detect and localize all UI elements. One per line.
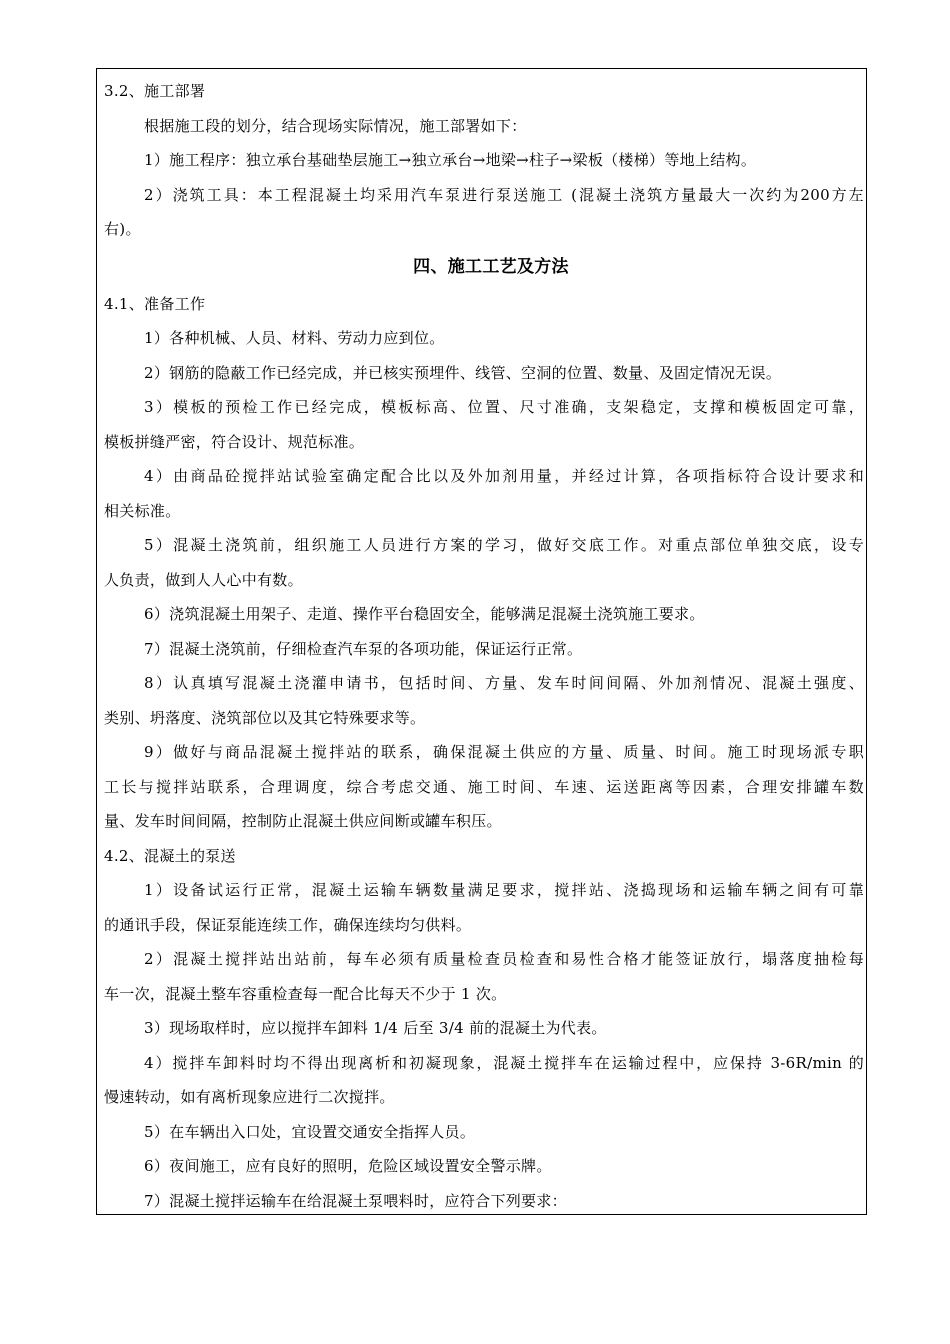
document-body — [104, 74, 864, 1218]
text-line-b3: 3）现场取样时，应以搅拌车卸料 1/4 后至 3/4 前的混凝土为代表。 — [144, 1019, 607, 1037]
text-line-a3b: 模板拼缝严密，符合设计、规范标准。 — [104, 432, 365, 451]
text-line-a1: 1）各种机械、人员、材料、劳动力应到位。 — [144, 329, 445, 347]
text-line-p3b: 右)。 — [104, 220, 141, 238]
text-line-b2a: 2）混凝土搅拌站出站前，每车必须有质量检查员检查和易性合格才能签证放行，塌落度抽检每 — [144, 950, 864, 968]
section-heading: 四、施工工艺及方法 — [413, 256, 569, 277]
text-line-b4a: 4）搅拌车卸料时均不得出现离析和初凝现象，混凝土搅拌车在运输过程中，应保持 3-6R/min 的 — [144, 1053, 864, 1072]
text-line-a5a: 5）混凝土浇筑前，组织施工人员进行方案的学习，做好交底工作。对重点部位单独交底，设专 — [144, 536, 864, 554]
text-line-b1a: 1）设备试运行正常，混凝土运输车辆数量满足要求，搅拌站、浇捣现场和运输车辆之间有可靠 — [144, 881, 864, 899]
text-line-p2: 1）施工程序：独立承台基础垫层施工→独立承台→地梁→柱子→梁板（楼梯）等地上结构。 — [144, 151, 757, 169]
text-line-s41: 4.1、准备工作 — [104, 294, 206, 313]
text-line-b1b: 的通讯手段，保证泵能连续工作，确保连续均匀供料。 — [104, 915, 472, 934]
text-line-b5: 5）在车辆出入口处，宜设置交通安全指挥人员。 — [144, 1122, 476, 1141]
text-line-b7: 7）混凝土搅拌运输车在给混凝土泵喂料时，应符合下列要求： — [144, 1191, 567, 1210]
text-line-a2: 2）钢筋的隐蔽工作已经完成，并已核实预埋件、线管、空洞的位置、数量、及固定情况无误。 — [144, 363, 782, 382]
text-line-p3a: 2）浇筑工具：本工程混凝土均采用汽车泵进行泵送施工 (混凝土浇筑方量最大一次约为200方左 — [144, 185, 864, 204]
text-line-a7: 7）混凝土浇筑前，仔细检查汽车泵的各项功能，保证运行正常。 — [144, 639, 583, 658]
text-line-a8a: 8）认真填写混凝土浇灌申请书，包括时间、方量、发车时间间隔、外加剂情况、混凝土强度、 — [144, 674, 864, 692]
text-line-a9a: 9）做好与商品混凝土搅拌站的联系，确保混凝土供应的方量、质量、时间。施工时现场派专职 — [144, 743, 864, 761]
text-line-a4b: 相关标准。 — [104, 501, 181, 520]
text-line-b4b: 慢速转动，如有离析现象应进行二次搅拌。 — [104, 1088, 395, 1106]
text-line-a9b: 工长与搅拌站联系，合理调度，综合考虑交通、施工时间、车速、运送距离等因素，合理安排罐车数 — [104, 777, 864, 796]
text-line-b2b: 车一次，混凝土整车容重检查每一配合比每天不少于 1 次。 — [104, 984, 507, 1003]
text-line-a4a: 4）由商品砼搅拌站试验室确定配合比以及外加剂用量，并经过计算，各项指标符合设计要求和 — [144, 467, 864, 485]
text-line-a5b: 人负责，做到人人心中有数。 — [104, 570, 303, 589]
text-line-p1: 根据施工段的划分，结合现场实际情况，施工部署如下： — [144, 116, 527, 135]
text-line-a6: 6）浇筑混凝土用架子、走道、操作平台稳固安全，能够满足混凝土浇筑施工要求。 — [144, 605, 705, 623]
text-line-s32: 3.2、施工部署 — [104, 82, 206, 100]
text-line-s42: 4.2、混凝土的泵送 — [104, 846, 236, 865]
text-line-b6: 6）夜间施工，应有良好的照明，危险区域设置安全警示牌。 — [144, 1157, 552, 1175]
text-line-a3a: 3）模板的预检工作已经完成，模板标高、位置、尺寸准确，支架稳定，支撑和模板固定可靠， — [144, 398, 864, 416]
text-line-a8b: 类别、坍落度、浇筑部位以及其它特殊要求等。 — [104, 708, 426, 727]
text-line-a9c: 量、发车时间间隔，控制防止混凝土供应间断或罐车积压。 — [104, 812, 502, 830]
